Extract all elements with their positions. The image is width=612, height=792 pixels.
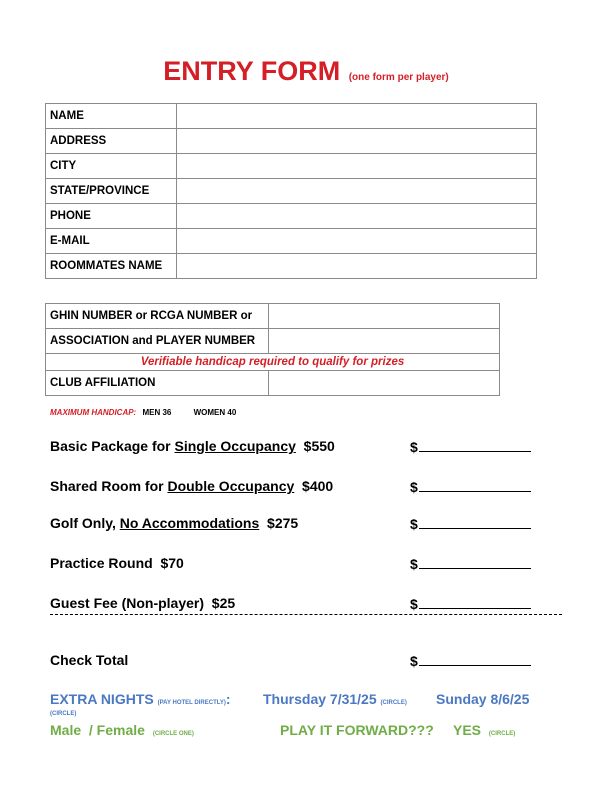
max-handicap-women: WOMEN 40: [193, 408, 237, 417]
amount-double-occupancy[interactable]: $: [410, 478, 531, 495]
state-field[interactable]: [177, 179, 537, 204]
gender-select[interactable]: Male / Female (CIRCLE ONE): [50, 722, 194, 738]
field-label-ghin: GHIN NUMBER or RCGA NUMBER or: [46, 304, 269, 329]
check-total-label: Check Total: [50, 652, 129, 668]
table-row: [46, 129, 537, 154]
handicap-note: Verifiable handicap required to qualify for prizes: [46, 354, 500, 371]
title-text: ENTRY FORM: [163, 56, 341, 86]
city-field[interactable]: [177, 154, 537, 179]
item-single-occupancy: Basic Package for Single Occupancy $550: [50, 438, 335, 454]
table-row: [46, 371, 500, 396]
amount-single-occupancy[interactable]: $: [410, 438, 531, 455]
table-row: [46, 304, 500, 329]
extra-night-circle-note: (CIRCLE): [50, 711, 77, 717]
field-label-roommates: ROOMMATES NAME: [46, 254, 177, 279]
item-guest-fee: Guest Fee (Non-player) $25: [50, 595, 236, 611]
table-row: [46, 229, 537, 254]
extra-night-sunday[interactable]: Sunday 8/6/25: [436, 691, 530, 707]
amount-golf-only[interactable]: $: [410, 515, 531, 532]
title-subtitle: (one form per player): [348, 72, 449, 83]
field-label-club: CLUB AFFILIATION: [46, 371, 269, 396]
club-field[interactable]: [269, 371, 500, 396]
max-handicap-label: MAXIMUM HANDICAP:: [50, 408, 137, 417]
table-row: [46, 329, 500, 354]
item-double-occupancy: Shared Room for Double Occupancy $400: [50, 478, 334, 494]
association-field[interactable]: [269, 329, 500, 354]
table-row: [46, 179, 537, 204]
field-label-address: ADDRESS: [46, 129, 177, 154]
amount-guest-fee[interactable]: $: [410, 595, 531, 612]
field-label-city: CITY: [46, 154, 177, 179]
field-label-association: ASSOCIATION and PLAYER NUMBER: [46, 329, 269, 354]
field-label-name: NAME: [46, 104, 177, 129]
play-it-forward-label: PLAY IT FORWARD???: [280, 722, 434, 738]
field-label-phone: PHONE: [46, 204, 177, 229]
max-handicap: [50, 408, 236, 417]
table-row: [46, 104, 537, 129]
form-title: [0, 56, 612, 87]
table-row: [46, 354, 500, 371]
item-practice-round: Practice Round $70: [50, 555, 184, 571]
ghin-field[interactable]: [269, 304, 500, 329]
max-handicap-men: MEN 36: [142, 408, 172, 417]
extra-nights-label: EXTRA NIGHTS: [50, 691, 154, 707]
table-row: [46, 154, 537, 179]
phone-field[interactable]: [177, 204, 537, 229]
address-field[interactable]: [177, 129, 537, 154]
field-label-state: STATE/PROVINCE: [46, 179, 177, 204]
table-row: [46, 204, 537, 229]
play-it-forward-yes[interactable]: YES (CIRCLE): [453, 722, 516, 738]
amount-check-total[interactable]: $: [410, 652, 531, 669]
roommates-field[interactable]: [177, 254, 537, 279]
name-field[interactable]: [177, 104, 537, 129]
item-golf-only: Golf Only, No Accommodations $275: [50, 515, 299, 531]
field-label-email: E-MAIL: [46, 229, 177, 254]
extra-nights-note: (PAY HOTEL DIRECTLY): [157, 700, 226, 706]
extra-nights: EXTRA NIGHTS (PAY HOTEL DIRECTLY):: [50, 691, 231, 707]
table-row: [46, 254, 537, 279]
extra-night-thursday[interactable]: Thursday 7/31/25 (CIRCLE): [263, 691, 407, 707]
personal-info-table: [45, 103, 537, 279]
amount-practice-round[interactable]: $: [410, 555, 531, 572]
handicap-table: [45, 303, 500, 396]
email-field[interactable]: [177, 229, 537, 254]
dashed-divider: [50, 614, 562, 615]
